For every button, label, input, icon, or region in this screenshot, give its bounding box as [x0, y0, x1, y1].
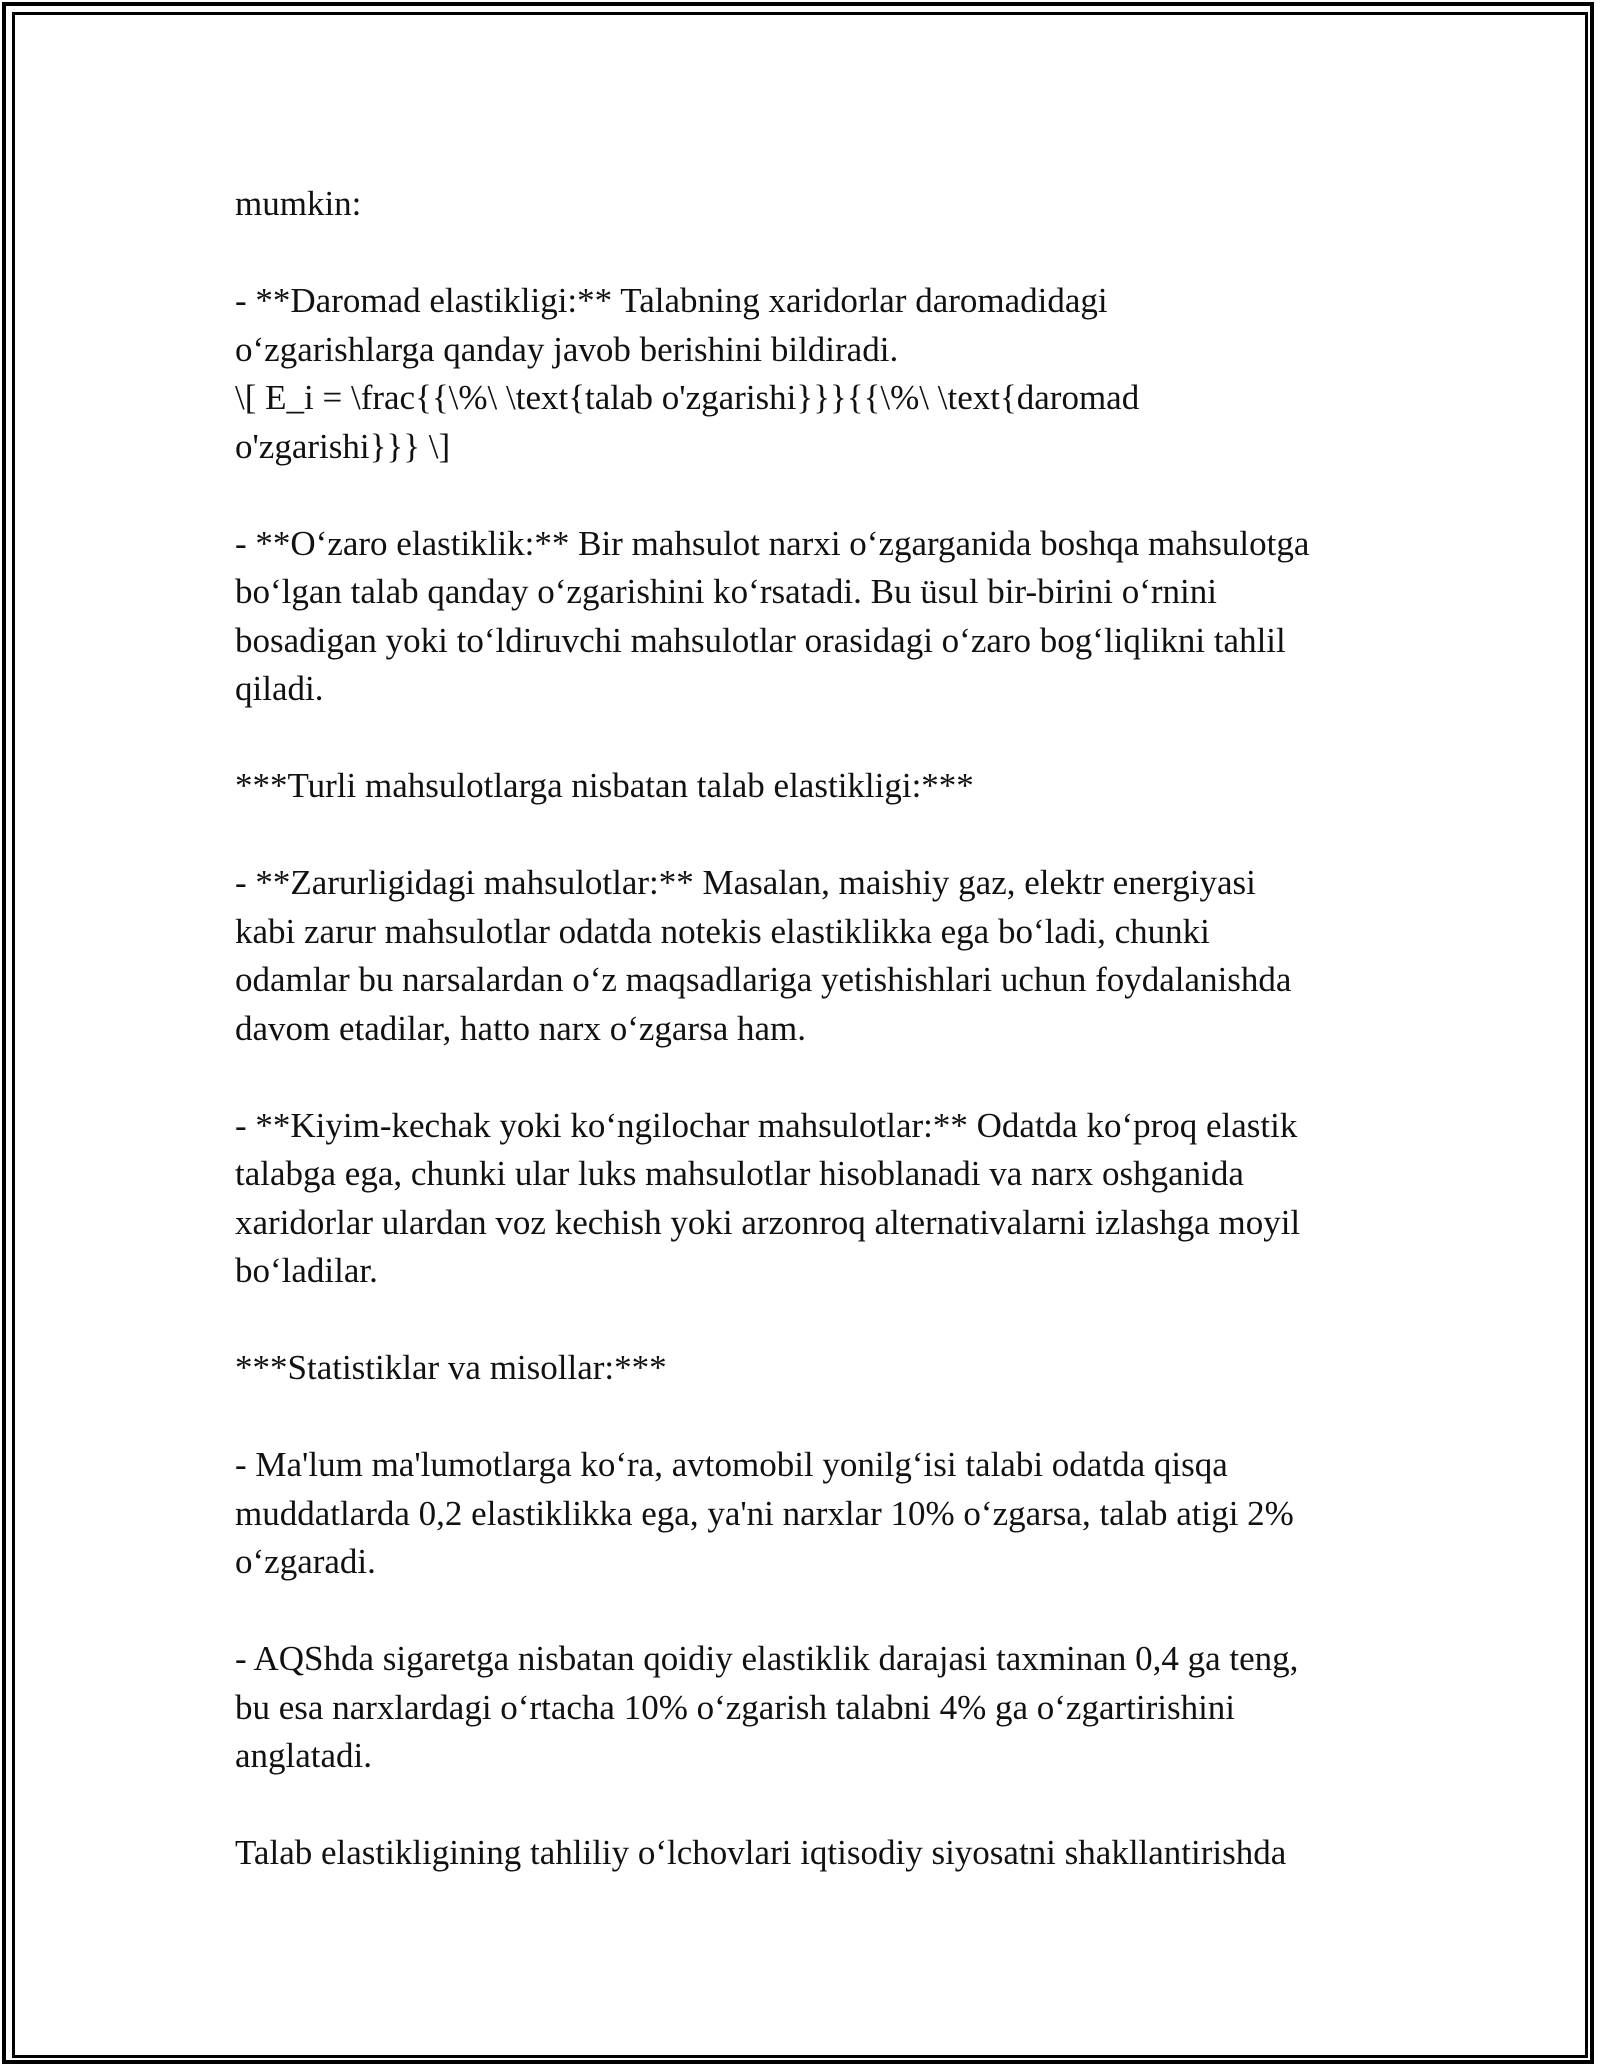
- text-line: ***Turli mahsulotlarga nisbatan talab elastikligi:***: [235, 766, 974, 805]
- text-line: xaridorlar ulardan voz kechish yoki arzonroq alternativalarni izlashga moyil: [235, 1202, 1301, 1242]
- text-line: - **Kiyim-kechak yoki ko‘ngilochar mahsulotlar:** Odatda ko‘proq elastik: [235, 1105, 1298, 1145]
- text-line: - **Zarurligidagi mahsulotlar:** Masalan, maishiy gaz, elektr energiyasi: [235, 863, 1256, 902]
- text-line: kabi zarur mahsulotlar odatda notekis elastiklikka ega bo‘ladi, chunki: [235, 911, 1210, 951]
- text-line: bosadigan yoki to‘ldiruvchi mahsulotlar orasidagi o‘zaro bog‘liqlikni tahlil: [235, 620, 1286, 660]
- text-line: anglatadi.: [235, 1736, 373, 1775]
- paragraph-conclusion: [235, 1829, 1375, 1878]
- text-line: qiladi.: [235, 669, 324, 708]
- section-heading-statistics: [235, 1344, 1375, 1393]
- paragraph-income-elasticity: [235, 277, 1375, 471]
- paragraph-intro: [235, 180, 1375, 229]
- text-line: talabga ega, chunki ular luks mahsulotlar hisoblanadi va narx oshganida: [235, 1154, 1244, 1193]
- text-line: davom etadilar, hatto narx o‘zgarsa ham.: [235, 1008, 807, 1048]
- text-line: odamlar bu narsalardan o‘z maqsadlariga yetishishlari uchun foydalanishda: [235, 960, 1292, 999]
- text-line: bo‘lgan talab qanday o‘zgarishini ko‘rsatadi. Bu üsul bir-birini o‘rnini: [235, 572, 1217, 611]
- text-line: bo‘ladilar.: [235, 1251, 378, 1290]
- text-line: - **Daromad elastikligi:** Talabning xaridorlar daromadidagi: [235, 281, 1108, 320]
- text-line: - Ma'lum ma'lumotlarga ko‘ra, avtomobil yonilg‘isi talabi odatda qisqa: [235, 1445, 1228, 1484]
- document-body: [235, 180, 1375, 1926]
- formula-line: \[ E_i = \frac{{\%\ \text{talab o'zgarishi}}}{{\%\ \text{daromad: [235, 378, 1140, 417]
- paragraph-cross-elasticity: [235, 520, 1375, 714]
- paragraph-necessity-goods: [235, 859, 1375, 1053]
- text-line: ***Statistiklar va misollar:***: [235, 1348, 667, 1387]
- paragraph-fuel-example: [235, 1441, 1375, 1587]
- text-line: muddatlarda 0,2 elastiklikka ega, ya'ni narxlar 10% o‘zgarsa, talab atigi 2%: [235, 1493, 1294, 1533]
- text-line: mumkin:: [235, 184, 362, 223]
- text-line: o‘zgarishlarga qanday javob berishini bildiradi.: [235, 329, 899, 369]
- text-line: - **O‘zaro elastiklik:** Bir mahsulot narxi o‘zgarganida boshqa mahsulotga: [235, 523, 1310, 563]
- text-line: Talab elastikligining tahliliy o‘lchovlari iqtisodiy siyosatni shakllantirishda: [235, 1833, 1287, 1872]
- text-line: o‘zgaradi.: [235, 1542, 376, 1581]
- formula-line: o'zgarishi}}} \]: [235, 426, 451, 466]
- text-line: bu esa narxlardagi o‘rtacha 10% o‘zgarish talabni 4% ga o‘zgartirishini: [235, 1687, 1236, 1727]
- section-heading-product-elasticity: [235, 762, 1375, 811]
- paragraph-luxury-goods: [235, 1102, 1375, 1296]
- text-line: - AQShda sigaretga nisbatan qoidiy elastiklik darajasi taxminan 0,4 ga teng,: [235, 1639, 1299, 1678]
- paragraph-cigarette-example: [235, 1635, 1375, 1781]
